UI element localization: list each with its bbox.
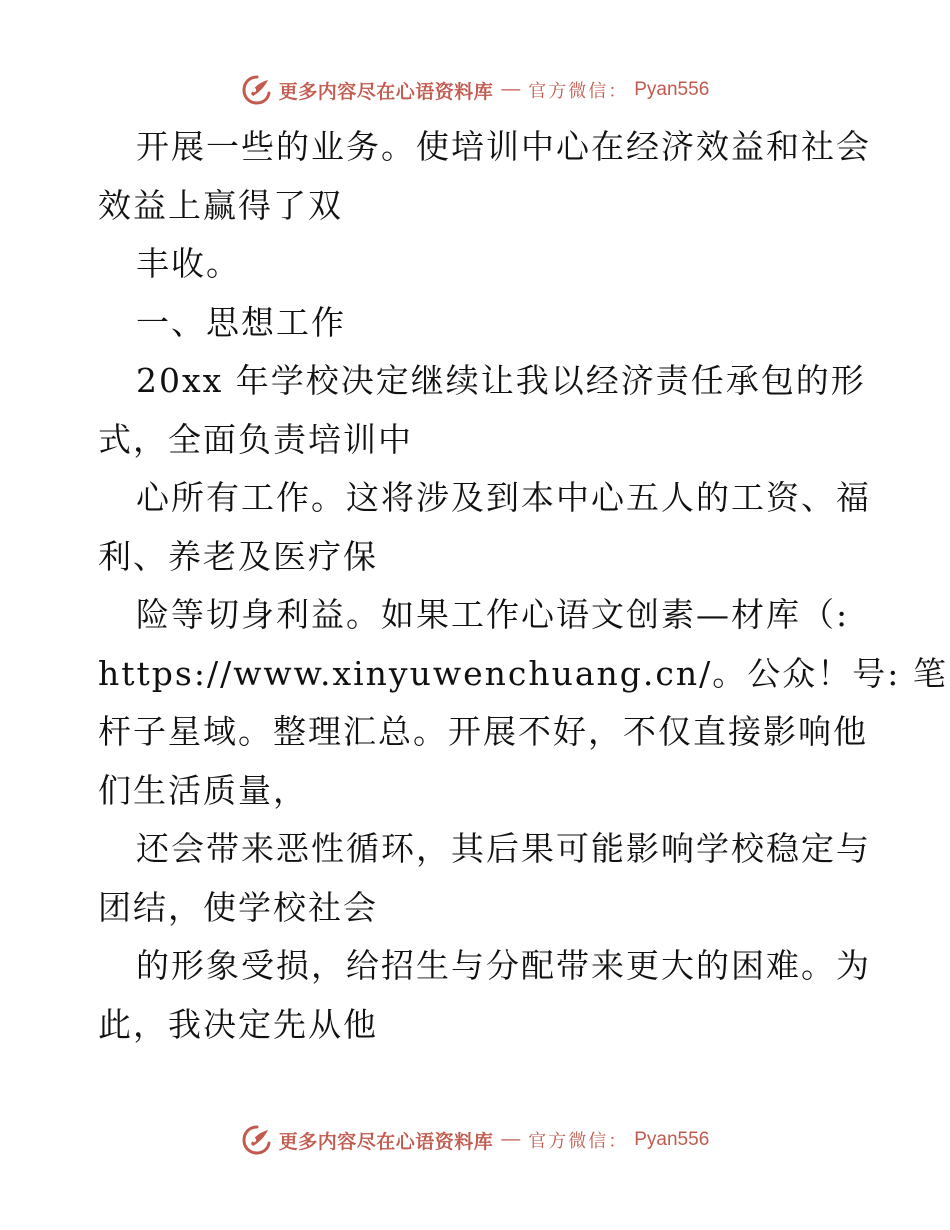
body-line: 此，我决定先从他 xyxy=(98,1004,378,1044)
wechat-id: Pyan556 xyxy=(634,1129,710,1150)
site-name: 更多内容尽在心语资料库 xyxy=(278,80,494,103)
footer-banner xyxy=(0,1120,950,1160)
separator: — xyxy=(501,1129,521,1150)
header-banner xyxy=(0,70,950,110)
body-line: 开展一些的业务。使培训中心在经济效益和社会 xyxy=(136,127,871,166)
site-name: 更多内容尽在心语资料库 xyxy=(278,1130,494,1153)
body-line: https://www.xinyuwenchuang.cn/。公众！号: 笔 xyxy=(98,653,948,693)
wechat-label: 官方微信： xyxy=(528,1131,629,1152)
body-line: 还会带来恶性循环，其后果可能影响学校稳定与 xyxy=(136,829,871,868)
body-line: 险等切身利益。如果工作心语文创素—材库（: xyxy=(136,595,850,634)
body-line: 心所有工作。这将涉及到本中心五人的工资、福 xyxy=(136,478,871,517)
body-line: 的形象受损，给招生与分配带来更大的困难。为 xyxy=(136,946,871,985)
body-line: 们生活质量， xyxy=(98,770,308,810)
pen-swirl-logo-icon xyxy=(241,1124,273,1156)
body-line: 杆子星域。整理汇总。开展不好，不仅直接影响他 xyxy=(98,712,868,751)
pen-swirl-logo-icon xyxy=(241,74,273,106)
body-line: 团结，使学校社会 xyxy=(98,887,378,927)
body-line: 利、养老及医疗保 xyxy=(98,536,378,576)
separator: — xyxy=(501,79,521,100)
document-body xyxy=(98,118,948,1054)
wechat-label: 官方微信： xyxy=(528,81,629,102)
wechat-id: Pyan556 xyxy=(634,79,710,100)
body-line: 丰收。 xyxy=(136,244,241,283)
body-line: 20xx 年学校决定继续让我以经济责任承包的形 xyxy=(136,361,866,400)
body-line: 式，全面负责培训中 xyxy=(98,419,413,459)
section-heading: 一、思想工作 xyxy=(136,302,346,342)
body-line: 效益上赢得了双 xyxy=(98,185,343,225)
